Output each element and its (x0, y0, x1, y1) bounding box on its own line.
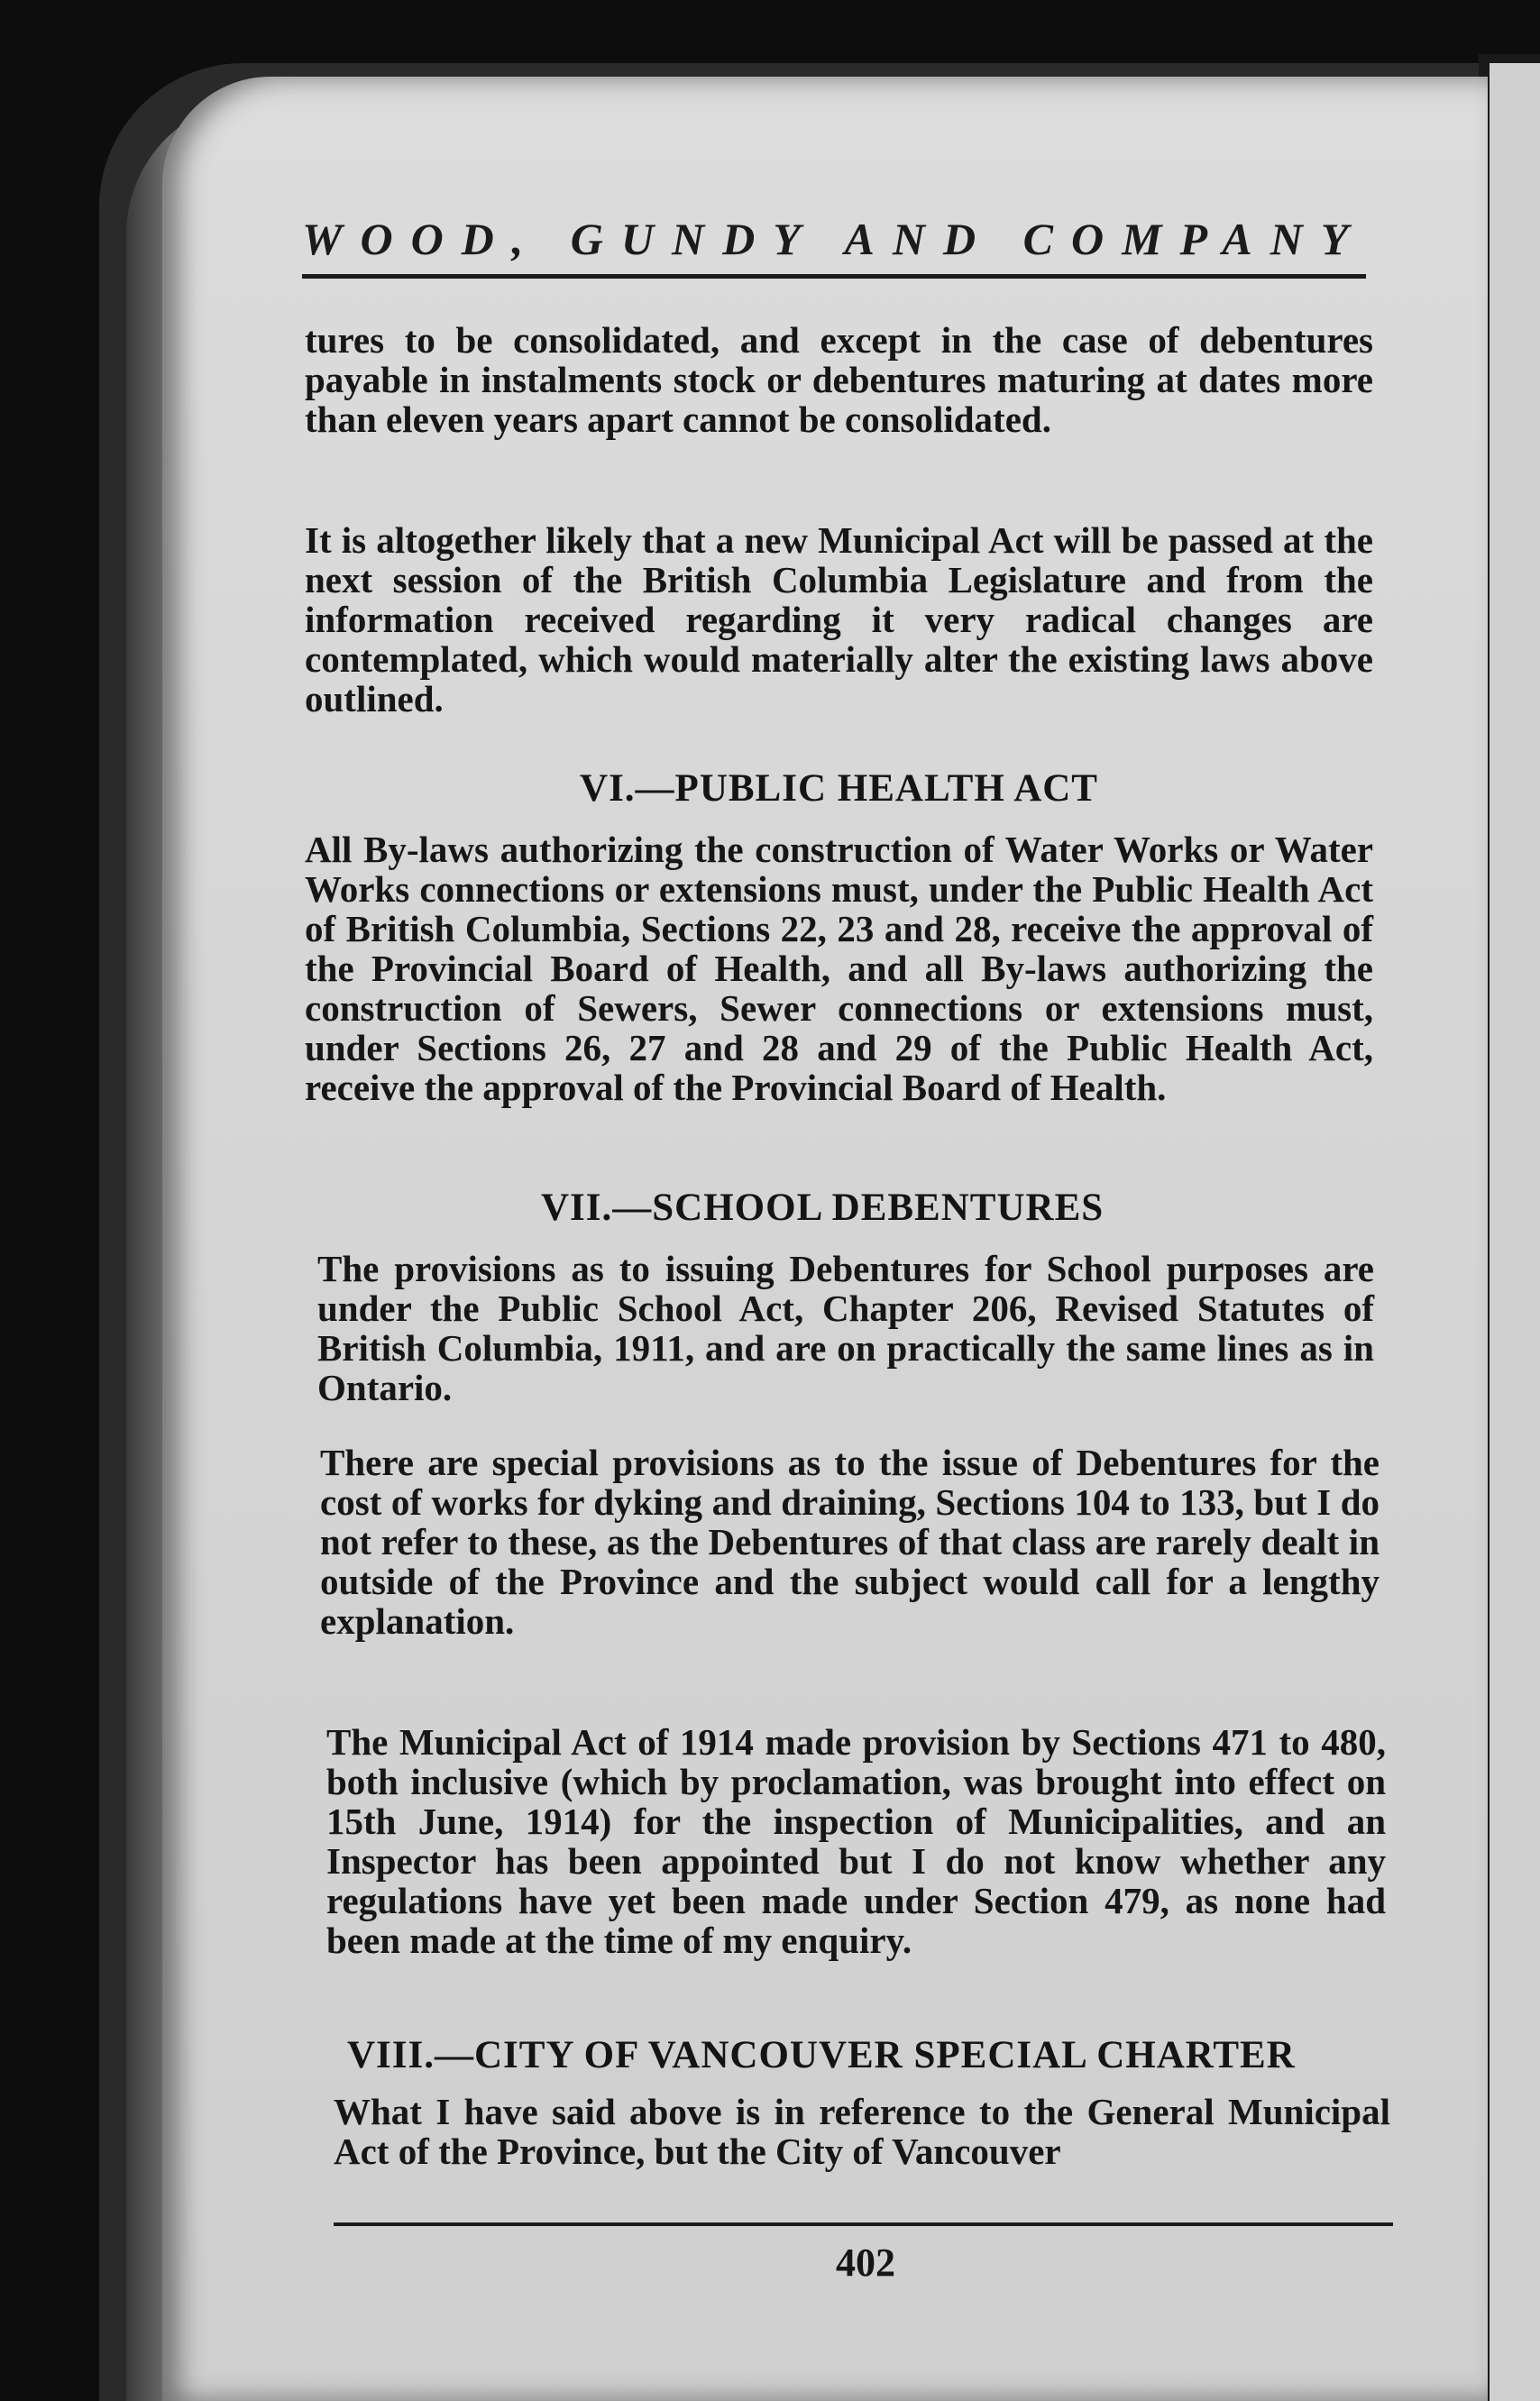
section-heading-school-debentures: VII.—SCHOOL DEBENTURES (541, 1187, 1105, 1229)
header-rule (302, 274, 1366, 279)
paragraph-public-health: All By-laws authorizing the construction of Water Works or Water Works connections or extensions must, under the Public Health Act of British Columbia, Sections 22, 23 and 28, receive the approval of the Provincial Board of Health, and all By-laws authorizing the construction of Sewers, Sewer connections or extensions must, under Sections 26, 27 and 28 and 29 of the Public Health Act, receive the approval of the Provincial Board of Health. (305, 829, 1373, 1108)
paragraph-municipal-inspection: The Municipal Act of 1914 made provision by Sections 471 to 480, both inclusive (which by proclamation, was brought into effect on 15th June, 1914) for the inspection of Municipalities, and an Inspector has been appointed but I do not know whether any regulations have yet been made under Section 479, as none had been made at the time of my enquiry. (326, 1721, 1386, 1961)
paragraph-new-municipal-act: It is altogether likely that a new Municipal Act will be passed at the next session of the British Columbia Legislature and from the information received regarding it very radical changes are contemplated, which would materially alter the existing laws above outlined. (305, 519, 1373, 719)
footer-rule (334, 2222, 1393, 2226)
running-header: WOOD, GUNDY AND COMPANY (302, 214, 1367, 264)
paragraph-school-provisions: The provisions as to issuing Debentures for School purposes are under the Public School Act, Chapter 206, Revised Statutes of British Columbia, 1911, and are on practically the same lines as in Ontario. (317, 1248, 1374, 1408)
paragraph-consolidation: tures to be consolidated, and except in the case of debentures payable in instalments stock or debentures maturing at dates more than eleven years apart cannot be consolidated. (305, 319, 1373, 440)
paragraph-dyking-draining: There are special provisions as to the issue of Debentures for the cost of works for dyking and draining, Sections 104 to 133, but I do not refer to these, as the Debentures of that class are rarely dealt in outside of the Province and the subject would call for a lengthy explanation. (320, 1442, 1380, 1642)
paragraph-vancouver-charter: What I have said above is in reference to the General Municipal Act of the Province, but the City of Vancouver (334, 2091, 1390, 2172)
section-heading-public-health-act: VI.—PUBLIC HEALTH ACT (580, 767, 1098, 810)
section-heading-vancouver-charter: VIII.—CITY OF VANCOUVER SPECIAL CHARTER (347, 2034, 1296, 2076)
page-number: 402 (836, 2241, 895, 2285)
adjacent-page-edge (1490, 63, 1540, 2401)
